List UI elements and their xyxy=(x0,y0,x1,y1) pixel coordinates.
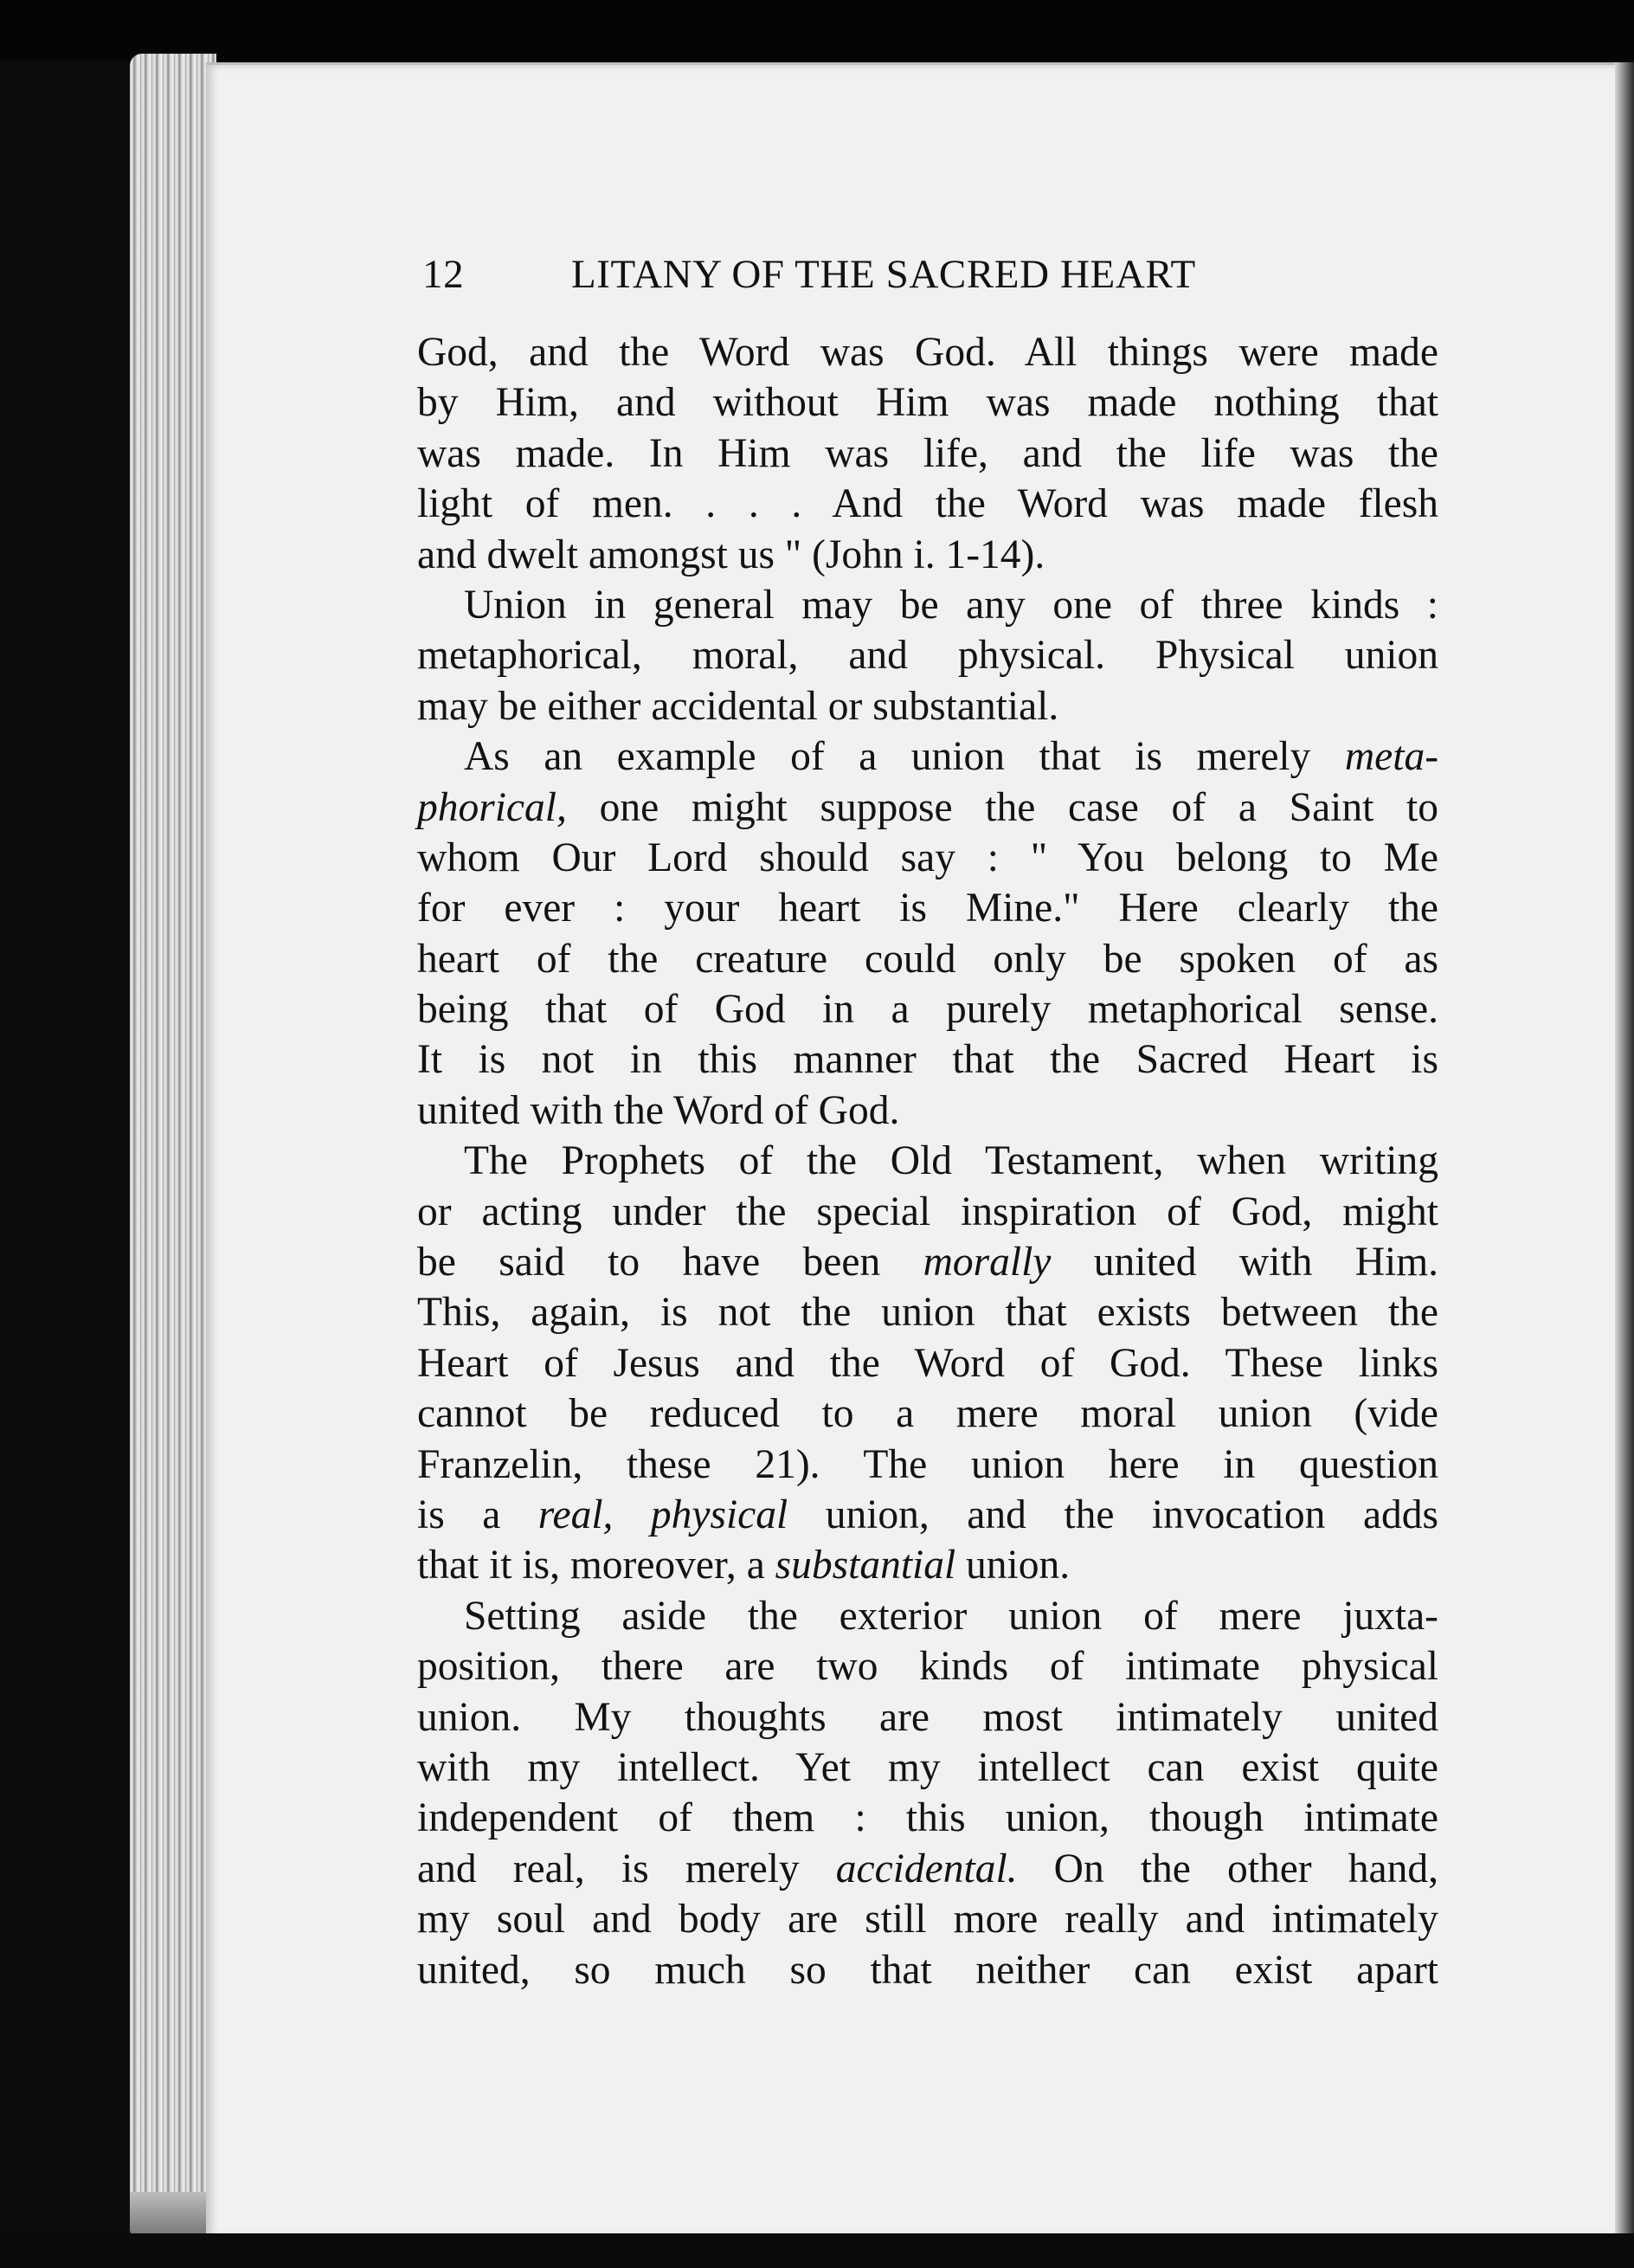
text-line: Franzelin, these 21). The union here in question xyxy=(417,1441,1438,1487)
text-line: heart of the creature could only be spoken of as xyxy=(417,936,1438,982)
page-right-edge xyxy=(1615,62,1634,2252)
scan-frame-bottom xyxy=(0,2233,1634,2268)
text-line: was made. In Him was life, and the life was the xyxy=(417,430,1438,476)
text-line: Heart of Jesus and the Word of God. These links xyxy=(417,1340,1438,1386)
running-title: LITANY OF THE SACRED HEART xyxy=(571,252,1196,297)
text-line: is a real, physical union, and the invocation adds xyxy=(417,1492,1439,1537)
text-line: by Him, and without Him was made nothing that xyxy=(417,380,1438,426)
text-line: for ever : your heart is Mine." Here clearly the xyxy=(417,886,1438,931)
text-line: The Prophets of the Old Testament, when writing xyxy=(464,1138,1438,1184)
text-line: united with the Word of God. xyxy=(417,1087,900,1133)
scan-frame-top xyxy=(0,0,1634,61)
text-line: being that of God in a purely metaphorical sense. xyxy=(417,987,1438,1033)
text-line: light of men. . . . And the Word was made flesh xyxy=(417,481,1438,527)
text-line: Union in general may be any one of three kinds : xyxy=(464,582,1438,628)
text-line: and dwelt amongst us " (John i. 1-14). xyxy=(417,532,1045,577)
body-text xyxy=(417,327,1438,1995)
text-line: It is not in this manner that the Sacred Heart is xyxy=(417,1037,1438,1083)
text-line: or acting under the special inspiration of God, might xyxy=(417,1189,1438,1234)
running-head xyxy=(422,251,1296,306)
page-number: 12 xyxy=(422,252,465,297)
text-line: phorical, one might suppose the case of a Saint to xyxy=(417,784,1438,830)
text-line: may be either accidental or substantial. xyxy=(417,683,1059,729)
text-line: that it is, moreover, a substantial union. xyxy=(417,1543,1071,1588)
text-line: and real, is merely accidental. On the other hand, xyxy=(417,1846,1438,1891)
text-line: independent of them : this union, though intimate xyxy=(417,1795,1438,1841)
text-line: position, there are two kinds of intimate physical xyxy=(417,1644,1438,1690)
text-line: my soul and body are still more really and intimately xyxy=(417,1897,1438,1943)
text-line: union. My thoughts are most intimately united xyxy=(417,1694,1438,1740)
text-line: This, again, is not the union that exists between the xyxy=(417,1290,1438,1336)
book-page-edges xyxy=(130,54,216,2244)
text-line: As an example of a union that is merely meta- xyxy=(464,734,1439,780)
text-line: be said to have been morally united with Him. xyxy=(417,1240,1439,1285)
text-line: Setting aside the exterior union of mere juxta- xyxy=(464,1593,1438,1639)
text-line: whom Our Lord should say : " You belong to Me xyxy=(417,834,1438,880)
text-line: united, so much so that neither can exist apart xyxy=(417,1947,1438,1993)
text-line: metaphorical, moral, and physical. Physical union xyxy=(417,633,1438,679)
text-line: with my intellect. Yet my intellect can exist quite xyxy=(417,1744,1438,1790)
text-line: cannot be reduced to a mere moral union (vide xyxy=(417,1391,1439,1437)
text-line: God, and the Word was God. All things were made xyxy=(417,330,1438,375)
